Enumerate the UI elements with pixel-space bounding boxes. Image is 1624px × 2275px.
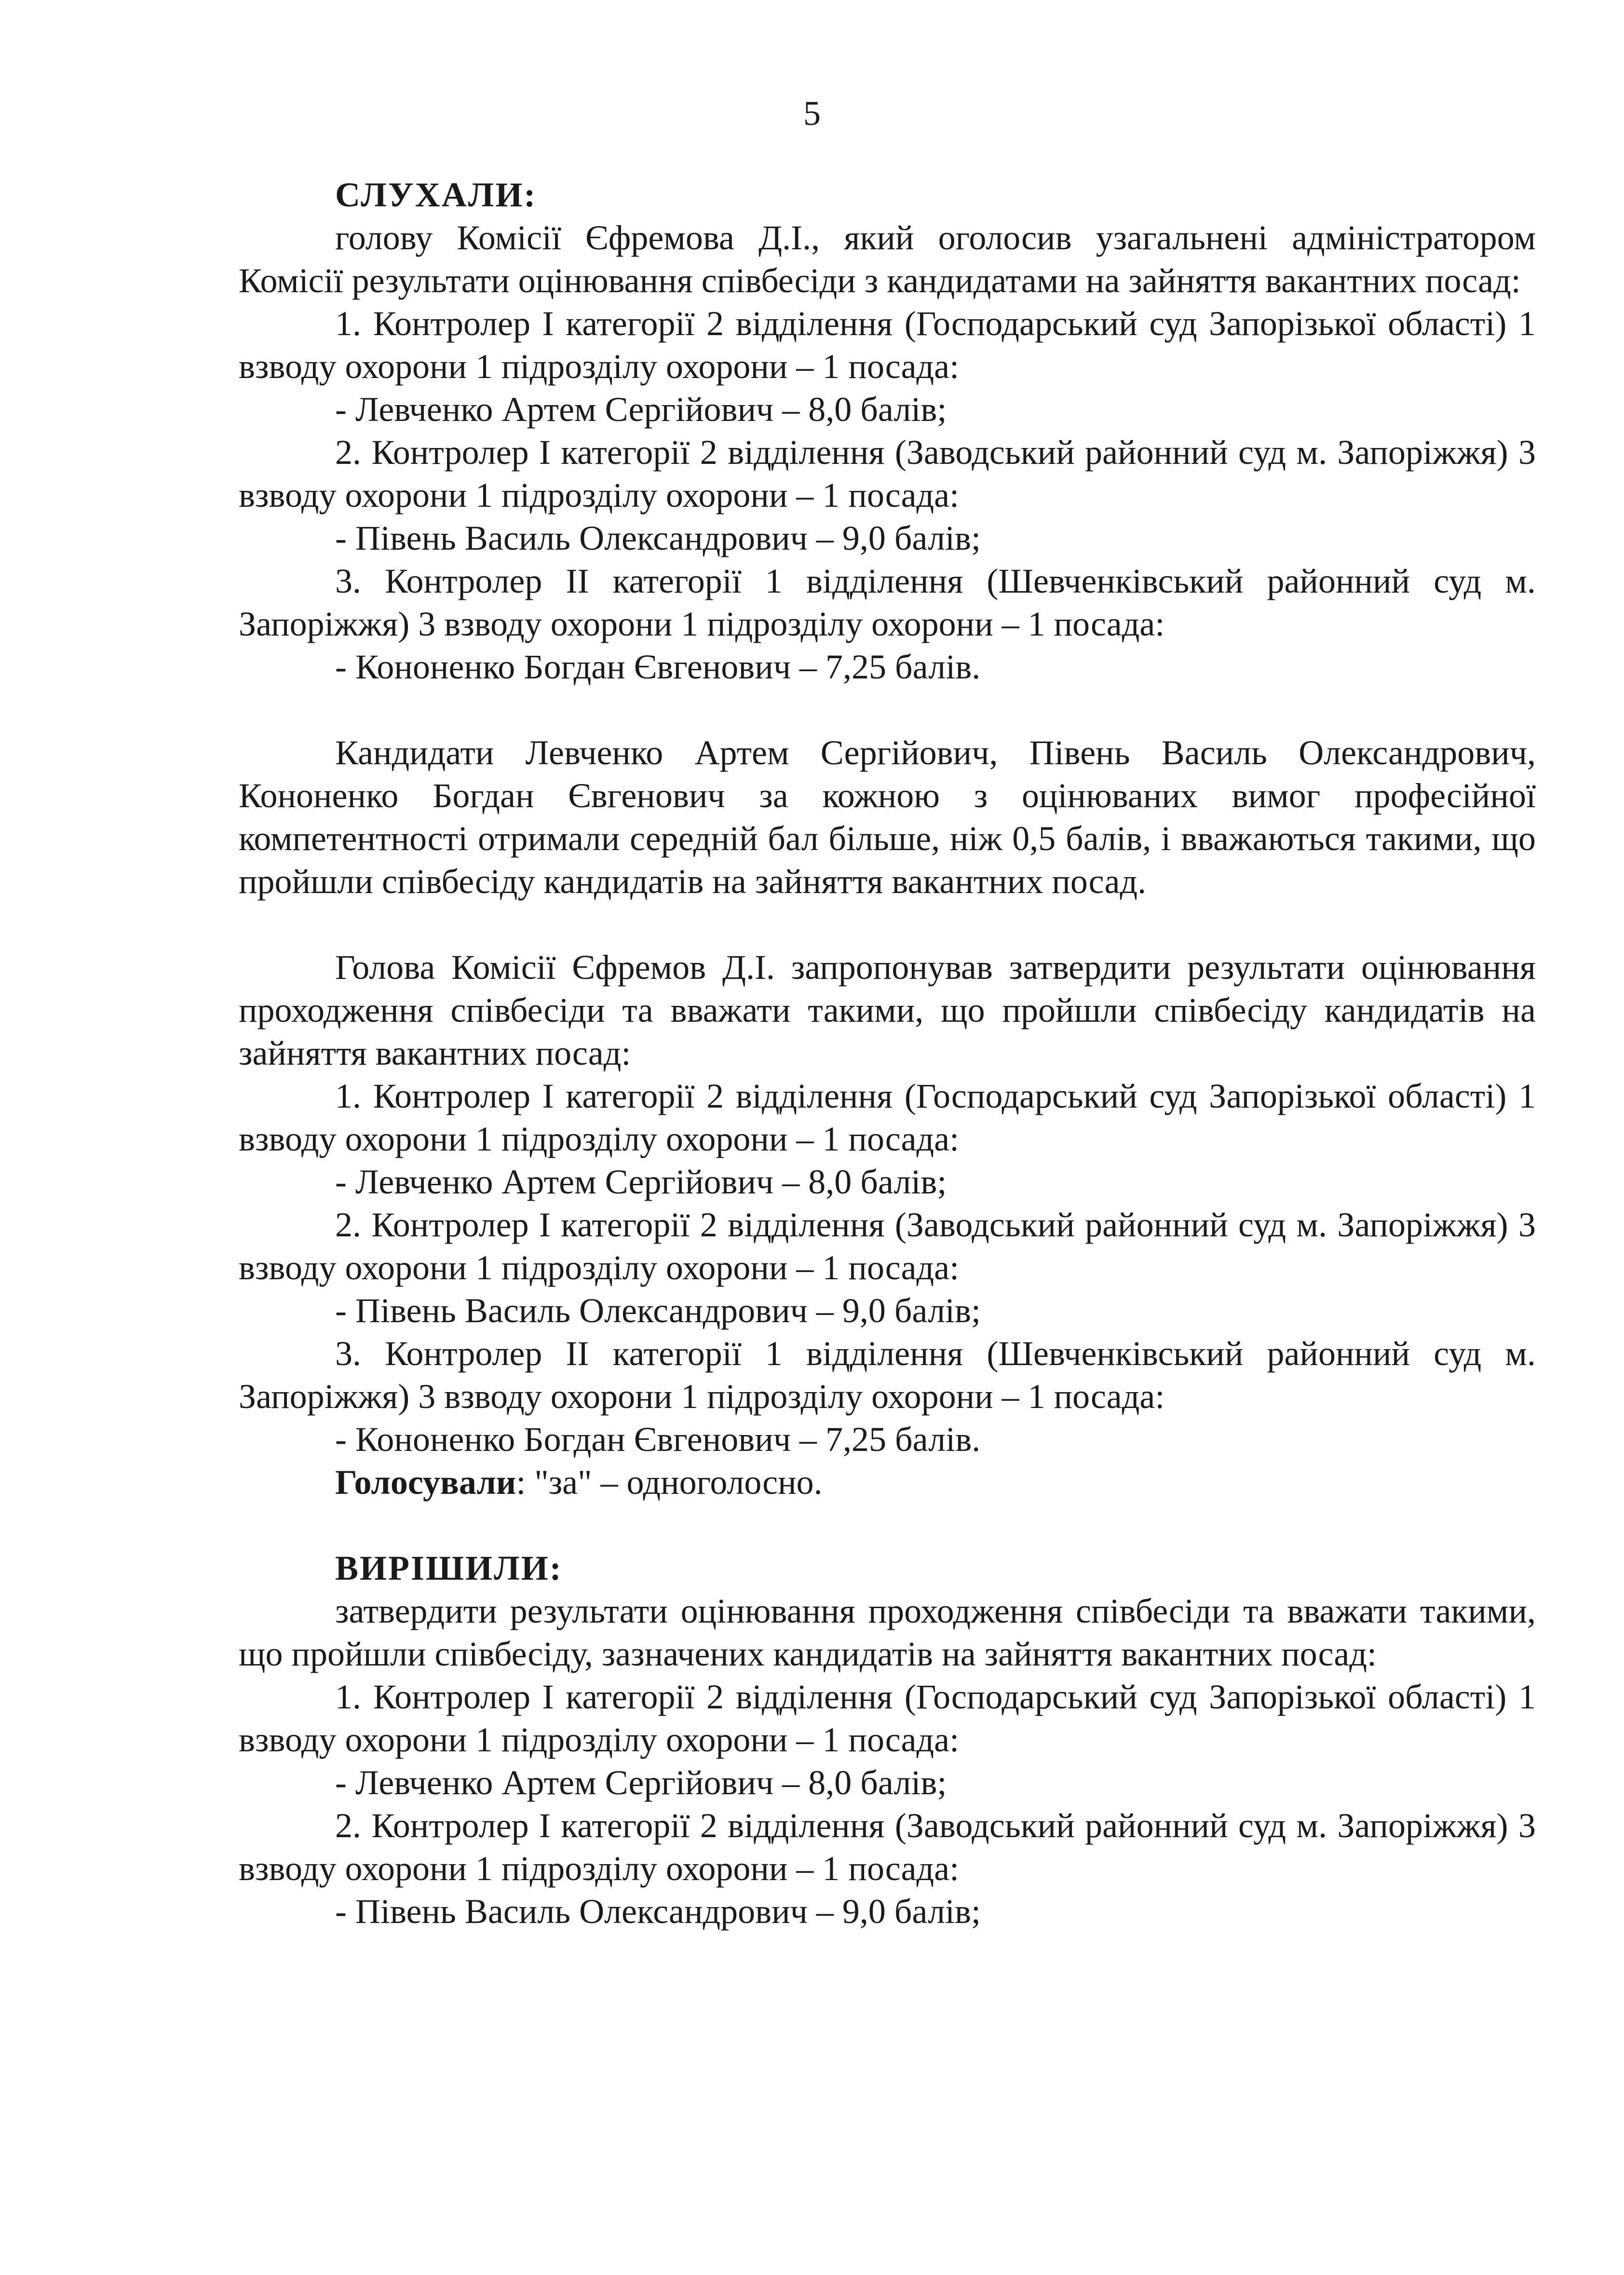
candidates-paragraph: Кандидати Левченко Артем Сергійович, Півень Василь Олександрович, Кононенко Богдан Євгенович за кожною з оцінюваних вимог професійної компетентності отримали середній бал більше, ніж 0,5 балів, і вважаються такими, що пройшли співбесіду кандидатів на зайняття вакантних посад. xyxy=(239,733,1536,901)
spacer xyxy=(239,1504,1536,1547)
heard-item-3-candidate: - Кононенко Богдан Євгенович – 7,25 балів. xyxy=(335,648,981,686)
decided-item-1-position: 1. Контролер І категорії 2 відділення (Господарський суд Запорізької області) 1 взводу охорони 1 підрозділу охорони – 1 посада: xyxy=(239,1678,1536,1759)
proposal-intro: Голова Комісії Єфремов Д.І. запропонував затвердити результати оцінювання проходження співбесіди та вважати такими, що пройшли співбесіду кандидатів на зайняття вакантних посад: xyxy=(239,948,1536,1072)
heard-heading: СЛУХАЛИ: xyxy=(335,176,537,214)
decided-item-2-position: 2. Контролер І категорії 2 відділення (Заводський районний суд м. Запоріжжя) 3 взводу охорони 1 підрозділу охорони – 1 посада: xyxy=(239,1806,1536,1888)
heard-item-2-position: 2. Контролер І категорії 2 відділення (Заводський районний суд м. Запоріжжя) 3 взводу охорони 1 підрозділу охорони – 1 посада: xyxy=(239,433,1536,515)
proposal-item-2-position: 2. Контролер І категорії 2 відділення (Заводський районний суд м. Запоріжжя) 3 взводу охорони 1 підрозділу охорони – 1 посада: xyxy=(239,1205,1536,1287)
heard-item-1-candidate: - Левченко Артем Сергійович – 8,0 балів; xyxy=(335,390,947,429)
heard-intro: голову Комісії Єфремова Д.І., який оголосив узагальнені адміністратором Комісії результати оцінювання співбесіди з кандидатами на зайняття вакантних посад: xyxy=(239,218,1536,300)
decided-item-1-candidate: - Левченко Артем Сергійович – 8,0 балів; xyxy=(335,1763,947,1802)
spacer xyxy=(239,903,1536,946)
decided-item-2-candidate: - Півень Василь Олександрович – 9,0 балів; xyxy=(335,1892,981,1931)
heard-item-1-position: 1. Контролер І категорії 2 відділення (Господарський суд Запорізької області) 1 взводу охорони 1 підрозділу охорони – 1 посада: xyxy=(239,304,1536,386)
vote-result: : "за" – одноголосно. xyxy=(516,1463,823,1502)
document-body xyxy=(239,174,1536,1933)
heard-item-3-position: 3. Контролер ІІ категорії 1 відділення (Шевченківський районний суд м. Запоріжжя) 3 взводу охорони 1 підрозділу охорони – 1 посада: xyxy=(239,562,1536,643)
heard-item-2-candidate: - Півень Василь Олександрович – 9,0 балів; xyxy=(335,519,981,557)
decided-intro: затвердити результати оцінювання проходження співбесіди та вважати такими, що пройшли співбесіду, зазначених кандидатів на зайняття вакантних посад: xyxy=(239,1592,1536,1673)
page-number: 5 xyxy=(803,94,821,133)
proposal-item-1-candidate: - Левченко Артем Сергійович – 8,0 балів; xyxy=(335,1163,947,1201)
proposal-item-3-candidate: - Кононенко Богдан Євгенович – 7,25 балів. xyxy=(335,1420,981,1459)
decided-heading: ВИРІШИЛИ: xyxy=(335,1549,563,1587)
spacer xyxy=(239,689,1536,731)
proposal-item-2-candidate: - Півень Василь Олександрович – 9,0 балів; xyxy=(335,1291,981,1330)
proposal-item-3-position: 3. Контролер ІІ категорії 1 відділення (Шевченківський районний суд м. Запоріжжя) 3 взводу охорони 1 підрозділу охорони – 1 посада: xyxy=(239,1334,1536,1416)
vote-line xyxy=(239,1461,1536,1504)
proposal-item-1-position: 1. Контролер І категорії 2 відділення (Господарський суд Запорізької області) 1 взводу охорони 1 підрозділу охорони – 1 посада: xyxy=(239,1077,1536,1158)
vote-label: Голосували xyxy=(335,1463,516,1502)
